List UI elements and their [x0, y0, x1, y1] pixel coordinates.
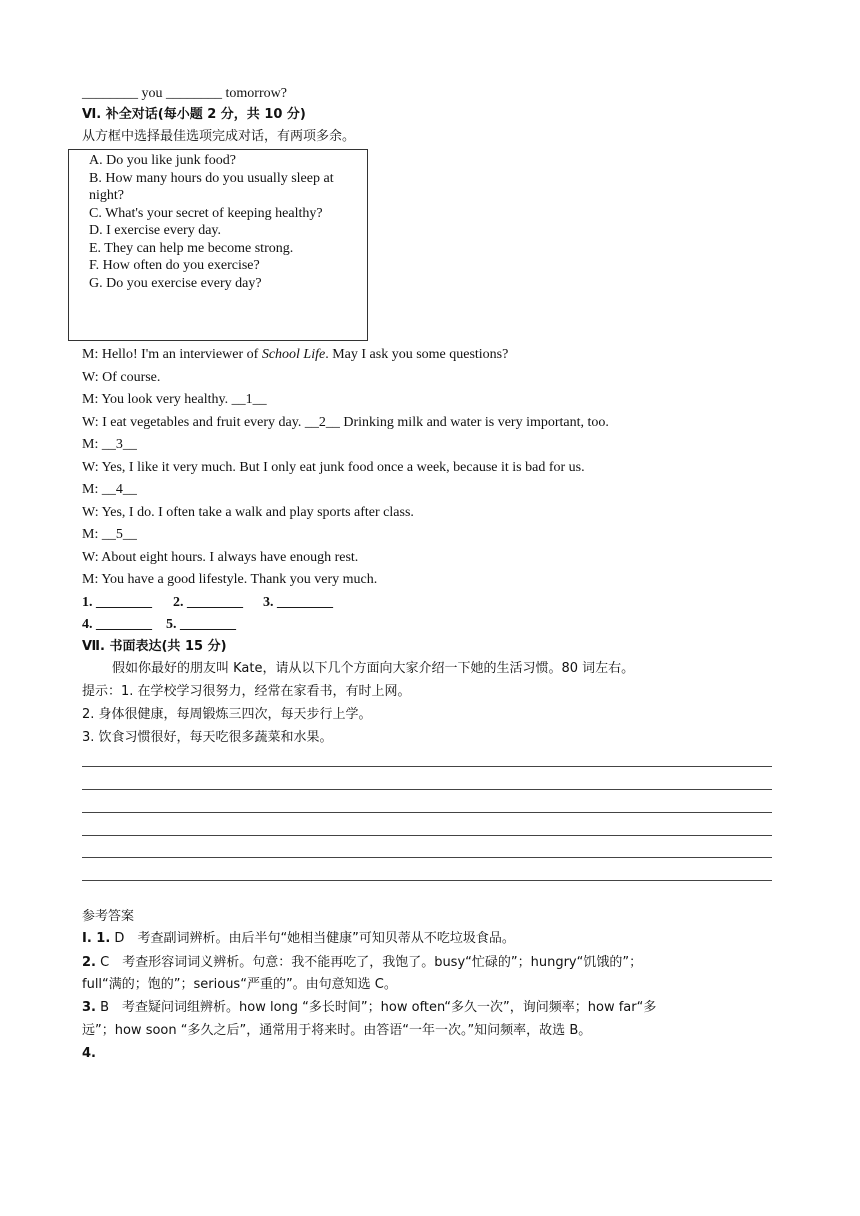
- option-b: B. How many hours do you usually sleep at: [89, 171, 334, 186]
- answer-2-line-1: [82, 954, 642, 972]
- option-e: E. They can help me become strong.: [89, 241, 294, 256]
- blank-2: __2__: [304, 415, 340, 430]
- answer-4-number: 4.: [82, 1046, 96, 1061]
- answer-3-line-2: 远”；how soon “多久之后”，通常用于将来时。由答语“一年一次。”知问频率，故选 B。: [82, 1023, 592, 1038]
- dialogue-text: . May I ask you some questions?: [325, 347, 509, 362]
- answer-text: B 考查疑问词组辨析。how long “多长时间”；how often“多久一次”，询问频率；how far“多: [95, 1000, 657, 1015]
- section-6-title: Ⅵ. 补全对话(每小题 2 分，共 10 分): [82, 107, 306, 122]
- dialogue-text: Drinking milk and water is very important, too.: [339, 415, 609, 430]
- answer-blank-1[interactable]: 1. ________: [82, 595, 152, 610]
- dialogue-line-10: W: About eight hours. I always have enough rest.: [82, 550, 359, 565]
- section-6-instruction: 从方框中选择最佳选项完成对话，有两项多余。: [82, 129, 356, 144]
- writing-line[interactable]: [82, 789, 772, 790]
- dialogue-line-11: M: You have a good lifestyle. Thank you very much.: [82, 572, 378, 587]
- answer-text: C 考查形容词词义辨析。句意：我不能再吃了，我饱了。busy“忙碌的”；hungry“饥饿的”；: [95, 955, 643, 970]
- dialogue-text: M:: [82, 527, 102, 542]
- dialogue-text: W: I eat vegetables and fruit every day.: [82, 415, 305, 430]
- option-d: D. I exercise every day.: [89, 223, 222, 238]
- answer-number: 3.: [82, 1000, 96, 1015]
- dialogue-line-1: [82, 346, 508, 364]
- answer-2-line-2: full“满的；饱的”；serious“严重的”。由句意知选 C。: [82, 977, 397, 992]
- writing-prompt: 假如你最好的朋友叫 Kate，请从以下几个方面向大家介绍一下她的生活习惯。80 词左右。: [112, 661, 635, 676]
- section-7-title: Ⅶ. 书面表达(共 15 分): [82, 639, 227, 654]
- writing-hint-2: 2. 身体很健康，每周锻炼三四次，每天步行上学。: [82, 707, 372, 722]
- answer-blank-3[interactable]: 3. ________: [263, 595, 333, 610]
- dialogue-line-5: [82, 436, 137, 454]
- writing-hint-3: 3. 饮食习惯很好，每天吃很多蔬菜和水果。: [82, 730, 333, 745]
- option-g: G. Do you exercise every day?: [89, 276, 262, 291]
- dialogue-line-3: [82, 391, 267, 409]
- writing-line[interactable]: [82, 835, 772, 836]
- answer-blank-4[interactable]: 4. ________: [82, 617, 152, 632]
- previous-question-line: ________ you ________ tomorrow?: [82, 86, 287, 101]
- writing-line[interactable]: [82, 812, 772, 813]
- dialogue-text: M: You look very healthy.: [82, 392, 232, 407]
- answer-3-line-1: [82, 999, 656, 1017]
- dialogue-line-7: [82, 481, 137, 499]
- option-b-continued: night?: [89, 188, 124, 203]
- dialogue-text: M:: [82, 482, 102, 497]
- answer-number: 2.: [82, 955, 96, 970]
- dialogue-text: M:: [82, 437, 102, 452]
- answer-1: [82, 930, 515, 948]
- blank-3: __3__: [101, 437, 137, 452]
- blank-5: __5__: [101, 527, 137, 542]
- dialogue-line-6: W: Yes, I like it very much. But I only eat junk food once a week, because it is bad for us.: [82, 460, 585, 475]
- blank-1: __1__: [231, 392, 267, 407]
- writing-line[interactable]: [82, 880, 772, 881]
- writing-line[interactable]: [82, 857, 772, 858]
- dialogue-line-9: [82, 526, 137, 544]
- answer-text: D 考查副词辨析。由后半句“她相当健康”可知贝蒂从不吃垃圾食品。: [110, 931, 515, 946]
- writing-line[interactable]: [82, 766, 772, 767]
- dialogue-line-4: [82, 414, 609, 432]
- answer-blank-5[interactable]: 5. ________: [166, 617, 236, 632]
- dialogue-text: M: Hello! I'm an interviewer of: [82, 347, 262, 362]
- answer-number: Ⅰ. 1.: [82, 931, 111, 946]
- blank-4: __4__: [101, 482, 137, 497]
- answer-blank-2[interactable]: 2. ________: [173, 595, 243, 610]
- writing-hint-1: 提示：1. 在学校学习很努力，经常在家看书，有时上网。: [82, 684, 411, 699]
- dialogue-line-2: W: Of course.: [82, 370, 161, 385]
- dialogue-line-8: W: Yes, I do. I often take a walk and play sports after class.: [82, 505, 414, 520]
- option-c: C. What's your secret of keeping healthy?: [89, 206, 323, 221]
- answers-title: 参考答案: [82, 909, 135, 924]
- magazine-title: School Life: [261, 347, 326, 362]
- option-a: A. Do you like junk food?: [89, 153, 236, 168]
- option-f: F. How often do you exercise?: [89, 258, 260, 273]
